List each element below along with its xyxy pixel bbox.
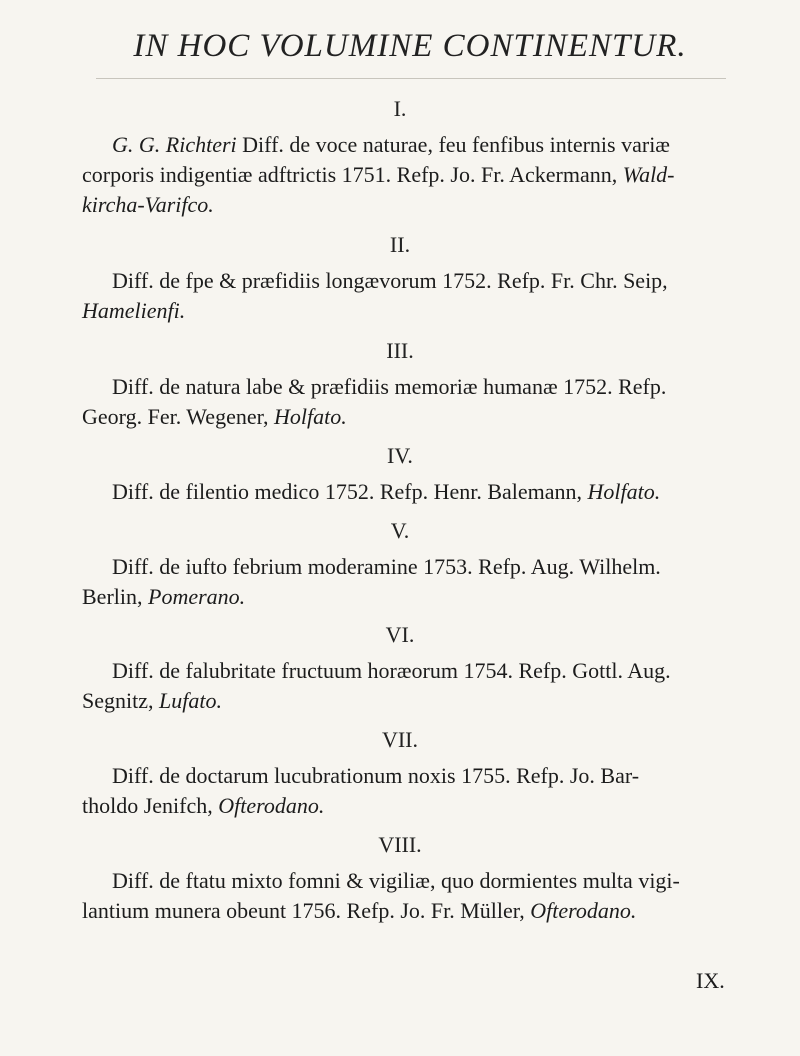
italic-segment: Wald- — [622, 162, 675, 187]
entry-text — [82, 552, 742, 612]
entry-text — [82, 866, 742, 926]
entry-numeral: II. — [389, 232, 411, 257]
entry-text — [82, 761, 742, 821]
catchword: IX. — [696, 968, 725, 993]
text-segment: Diff. de doctarum lucubrationum noxis 1755. Refp. Jo. Bar- — [112, 763, 640, 788]
italic-segment: Hamelienfi. — [82, 298, 186, 323]
text-segment: Diff. de filentio medico 1752. Refp. Henr. Balemann, — [112, 479, 588, 504]
italic-segment: Holfato. — [587, 479, 661, 504]
entry-line — [82, 190, 742, 220]
text-segment: Berlin, — [82, 584, 148, 609]
entry-text — [82, 477, 742, 507]
entry-line — [82, 552, 742, 582]
entry-text — [82, 656, 742, 716]
entry-line — [82, 372, 742, 402]
entry-line — [82, 402, 742, 432]
italic-segment: Ofterodano. — [530, 898, 637, 923]
entry-numeral: I. — [393, 96, 407, 121]
entry-line — [82, 266, 742, 296]
entry-line — [82, 686, 742, 716]
header-rule — [96, 78, 726, 79]
text-segment: corporis indigentiæ adftrictis 1751. Refp. Jo. Fr. Ackermann, — [82, 162, 623, 187]
text-segment: tholdo Jenifch, — [82, 793, 219, 818]
entry-line — [82, 130, 742, 160]
entry-text — [82, 130, 742, 220]
text-segment: Diff. de iufto febrium moderamine 1753. Refp. Aug. Wilhelm. — [112, 554, 661, 579]
entry-numeral: IV. — [387, 443, 413, 468]
italic-segment: Lufato. — [159, 688, 222, 713]
text-segment: Diff. de fpe & præfidiis longævorum 1752. Refp. Fr. Chr. Seip, — [112, 268, 668, 293]
text-segment: Diff. de falubritate fructuum horæorum 1754. Refp. Gottl. Aug. — [112, 658, 671, 683]
italic-segment: Ofterodano. — [218, 793, 325, 818]
entry-line — [82, 791, 742, 821]
italic-segment: Holfato. — [274, 404, 347, 429]
text-segment: Diff. de natura labe & præfidiis memoriæ humanæ 1752. Refp. — [112, 374, 667, 399]
entry-line — [82, 296, 742, 326]
entry-line — [82, 761, 742, 791]
entry-line — [82, 866, 742, 896]
entry-line — [82, 160, 742, 190]
text-segment: Georg. Fer. Wegener, — [82, 404, 275, 429]
entry-numeral: VI. — [385, 622, 415, 647]
entry-line — [82, 656, 742, 686]
text-segment: Diff. de ftatu mixto fomni & vigiliæ, quo dormientes multa vigi- — [112, 868, 680, 893]
text-segment: lantium munera obeunt 1756. Refp. Jo. Fr. Müller, — [82, 898, 531, 923]
italic-segment: Pomerano. — [148, 584, 246, 609]
entry-numeral: V. — [390, 518, 410, 543]
entry-numeral: VII. — [381, 727, 419, 752]
entry-line — [82, 582, 742, 612]
italic-segment: kircha-Varifco. — [82, 192, 214, 217]
entry-line — [82, 477, 742, 507]
text-segment: Segnitz, — [82, 688, 159, 713]
page-header: IN HOC VOLUMINE CONTINENTUR. — [133, 28, 687, 64]
entry-text — [82, 266, 742, 326]
entry-line — [82, 896, 742, 926]
entry-text — [82, 372, 742, 432]
entry-numeral: VIII. — [378, 832, 422, 857]
italic-segment: G. G. Richteri — [112, 132, 237, 157]
text-segment: Diff. de voce naturae, feu fenfibus internis variæ — [236, 132, 670, 157]
entry-numeral: III. — [386, 338, 414, 363]
